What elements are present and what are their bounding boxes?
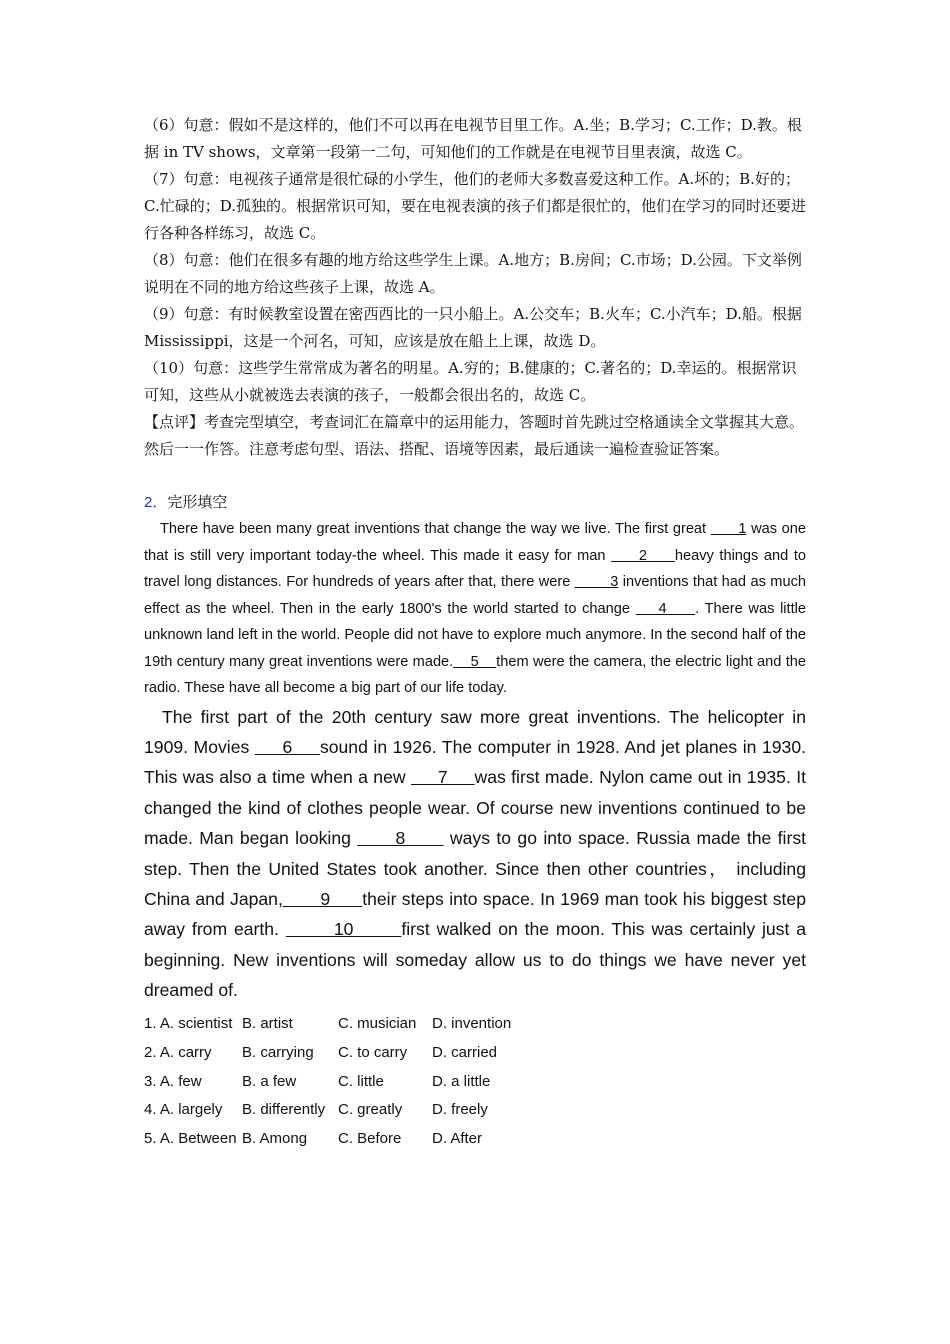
option-cell: D. After [432,1130,483,1148]
passage-paragraph-2 [144,702,806,1006]
explanation-6: （6）句意：假如不是这样的，他们不可以再在电视节目里工作。A.坐；B.学习；C.工作；D.教。根据 in TV shows，文章第一段第一二句，可知他们的工作就是在电视节目里表演，故选 C。 [144,116,802,161]
document-page [144,112,806,1153]
passage-text: The first part of the 20th century saw more great inventions. The helicopter in 1909. Movies [144,706,806,757]
option-row-1 [144,1010,511,1039]
passage-text: was one that is still very important today-the wheel. This made it easy for man [144,521,806,564]
blank-2: 2 [611,547,675,564]
passage-paragraph-1 [144,516,806,702]
passage-text: inventions that had as much effect as the wheel. Then in the early 1800's the world started to change [144,574,806,617]
option-cell: B. a few [242,1072,297,1090]
explanation-section [144,112,806,463]
blank-10: 10 [285,919,402,940]
explanation-7: （7）句意：电视孩子通常是很忙碌的小学生，他们的老师大多数喜爱这种工作。A.坏的；B.好的；C.忙碌的；D.孤独的。根据常识可知，要在电视表演的孩子们都是很忙的，他们在学习的同时还要进行各种各样练习，故选 C。 [144,170,806,242]
blank-1: 1 [710,521,747,537]
blank-9: 9 [282,888,363,909]
option-row-5 [144,1124,511,1153]
option-cell: C. greatly [338,1101,403,1119]
option-cell: D. freely [432,1101,488,1119]
option-cell: D. carried [432,1044,498,1062]
option-cell: 3. A. few [144,1072,202,1090]
options-table [144,1010,511,1153]
question-heading [144,489,806,516]
passage-text: heavy things and to travel long distances. For hundreds of years after that, there were [144,547,806,590]
option-cell: B. differently [242,1101,326,1119]
passage-text: . There was little unknown land left in the world. People did not have to explore much anymore. In the second half of the 19th century many great inventions were made. [144,600,807,670]
option-cell: C. Before [338,1130,402,1148]
explanation-9: （9）句意：有时候教室设置在密西西比的一只小船上。A.公交车；B.火车；C.小汽车；D.船。根据 Mississippi，这是一个河名，可知，应该是放在船上上课，故选 D。 [144,305,802,350]
spacer [144,463,806,489]
passage-text: ways to go into space. Russia made the first step. Then the United States took another. Since then other countries， including China and Japan, [144,828,807,909]
blank-3: 3 [574,574,619,590]
question-title: 完形填空 [167,493,228,511]
passage-text: them were the camera, the electric light and the radio. These have all become a big part of our life today. [144,653,806,696]
blank-7: 7 [410,767,475,788]
passage-text: There have been many great inventions that change the way we live. The first great [160,521,711,537]
option-cell: D. a little [432,1072,491,1090]
option-cell: C. musician [338,1015,417,1033]
option-cell: 5. A. Between [144,1130,237,1148]
blank-8: 8 [357,828,444,849]
option-row-3 [144,1067,511,1096]
option-cell: C. little [338,1072,384,1090]
option-row-2 [144,1038,511,1067]
option-cell: B. artist [242,1015,293,1033]
option-cell: B. carrying [242,1044,314,1062]
passage-text: sound in 1926. The computer in 1928. And jet planes in 1930. This was also a time when a new [144,736,806,788]
option-row-4 [144,1096,511,1125]
question-number: 2． [144,494,168,511]
option-cell: 2. A. carry [144,1044,212,1062]
passage-text: was first made. Nylon came out in 1935. It changed the kind of clothes people wear. Of course new inventions continued to be made. Man began looking [144,767,806,849]
comment-paragraph: 【点评】考查完型填空，考查词汇在篇章中的运用能力，答题时首先跳过空格通读全文掌握其大意。然后一一作答。注意考虑句型、语法、搭配、语境等因素，最后通读一遍检查验证答案。 [144,413,805,458]
blank-6: 6 [254,736,320,757]
explanation-8: （8）句意：他们在很多有趣的地方给这些学生上课。A.地方；B.房间；C.市场；D.公园。下文举例说明在不同的地方给这些孩子上课，故选 A。 [144,251,802,296]
option-cell: C. to carry [338,1044,408,1062]
explanation-10: （10）句意：这些学生常常成为著名的明星。A.穷的；B.健康的；C.著名的；D.幸运的。根据常识可知，这些从小就被选去表演的孩子，一般都会很出名的，故选 C。 [144,359,797,404]
option-cell: B. Among [242,1130,308,1148]
option-cell: D. invention [432,1015,512,1033]
blank-4: 4 [635,600,696,617]
option-cell: 1. A. scientist [144,1015,233,1033]
option-cell: 4. A. largely [144,1101,223,1119]
passage-text: first walked on the moon. This was certainly just a beginning. New inventions will someday allow us to do things we have never yet dreamed of. [144,919,806,1001]
blank-5: 5 [453,653,497,670]
passage-text: their steps into space. In 1969 man took his biggest step away from earth. [144,888,806,940]
